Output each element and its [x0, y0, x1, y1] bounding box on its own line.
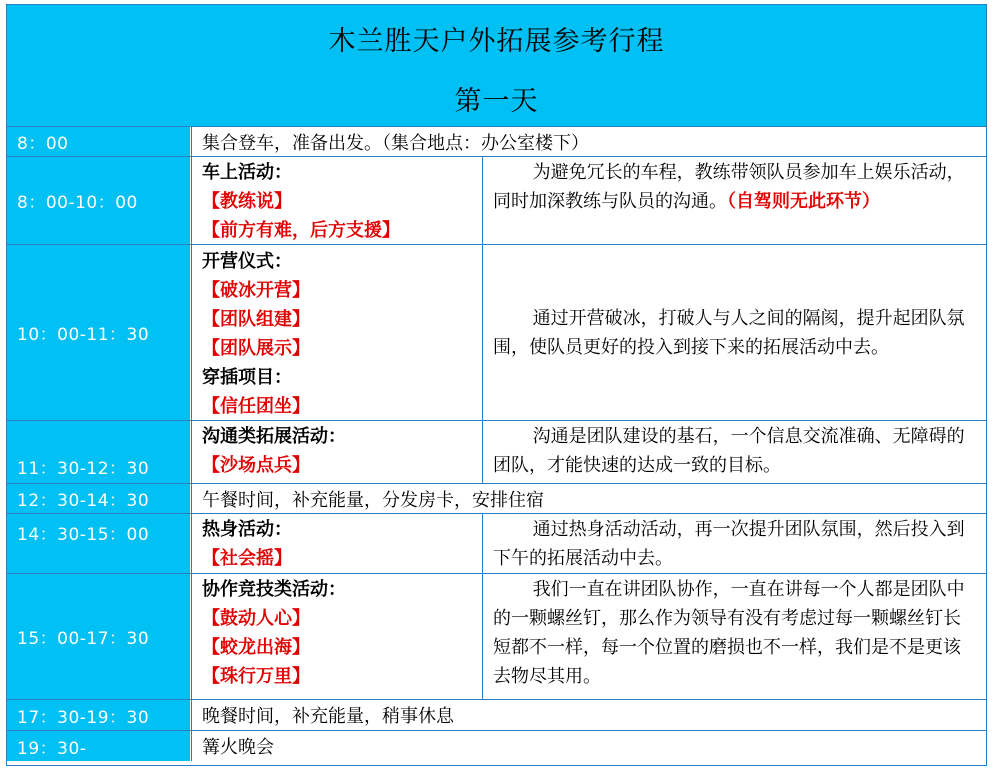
description-cell	[482, 514, 986, 573]
activity-cell	[191, 245, 482, 420]
document-title: 木兰胜天户外拓展参考行程	[328, 26, 665, 57]
note-cell: 篝火晚会	[191, 731, 986, 761]
activity-item: 【破冰开营】	[202, 280, 310, 301]
note-cell: 集合登车，准备出发。（集合地点：办公室楼下）	[191, 127, 986, 156]
description-cell	[482, 157, 986, 244]
table-row	[7, 514, 986, 574]
activity-item: 【前方有难，后方支援】	[202, 220, 400, 241]
activity-heading: 沟通类拓展活动：	[202, 426, 346, 447]
table-row	[7, 245, 986, 421]
activity-cell	[191, 421, 482, 483]
description-text: 为避免冗长的车程，教练带领队员参加车上娱乐活动，同时加深教练与队员的沟通。	[493, 162, 965, 212]
description-cell	[482, 574, 986, 699]
itinerary-table	[6, 4, 987, 766]
note-cell: 晚餐时间，补充能量，稍事休息	[191, 700, 986, 730]
table-row	[7, 421, 986, 484]
schedule-rows	[7, 127, 986, 761]
time-cell: 19：30-	[7, 731, 190, 761]
activity-cell	[191, 514, 482, 573]
time-cell: 8：00-10：00	[7, 157, 190, 244]
activity-item: 【信任团坐】	[202, 396, 310, 417]
activity-item: 【团队展示】	[202, 338, 310, 359]
table-row	[7, 484, 986, 514]
activity-subheading: 穿插项目：	[202, 367, 292, 388]
time-cell: 8：00	[7, 127, 190, 156]
activity-heading: 热身活动：	[202, 519, 292, 540]
activity-item: 【沙场点兵】	[202, 455, 310, 476]
activity-item: 【社会摇】	[202, 548, 292, 569]
table-row	[7, 700, 986, 731]
self-drive-note: （自驾则无此环节）	[727, 191, 880, 212]
description-cell	[482, 421, 986, 483]
description-text: 我们一直在讲团队协作，一直在讲每一个人都是团队中的一颗螺丝钉，那么作为领导有没有考虑过每一颗螺丝钉长短都不一样，每一个位置的磨损也不一样，我们是不是更该去物尽其用。	[493, 579, 965, 687]
time-cell: 10：00-11：30	[7, 245, 190, 420]
activity-cell	[191, 157, 482, 244]
activity-heading: 开营仪式：	[202, 251, 292, 272]
activity-item: 【教练说】	[202, 191, 292, 212]
activity-item: 【鼓动人心】	[202, 608, 310, 629]
table-row	[7, 127, 986, 157]
table-row	[7, 574, 986, 700]
activity-item: 【蛟龙出海】	[202, 637, 310, 658]
description-cell	[482, 245, 986, 420]
activity-cell	[191, 574, 482, 699]
time-cell: 14：30-15：00	[7, 514, 190, 573]
description-text: 通过开营破冰，打破人与人之间的隔阂，提升起团队氛围，使队员更好的投入到接下来的拓展活动中去。	[493, 307, 965, 358]
table-row	[7, 157, 986, 245]
description-text: 通过热身活动活动，再一次提升团队氛围，然后投入到下午的拓展活动中去。	[493, 519, 965, 569]
time-cell: 11：30-12：30	[7, 421, 190, 483]
time-cell: 15：00-17：30	[7, 574, 190, 699]
note-cell: 午餐时间，补充能量，分发房卡，安排住宿	[191, 484, 986, 513]
day-heading: 第一天	[454, 86, 539, 117]
activity-item: 【珠行万里】	[202, 666, 310, 687]
activity-heading: 协作竞技类活动：	[202, 579, 346, 600]
description-text: 沟通是团队建设的基石，一个信息交流准确、无障碍的团队，才能快速的达成一致的目标。	[493, 426, 965, 476]
time-cell: 17：30-19：30	[7, 700, 190, 730]
title-banner	[7, 5, 986, 127]
time-cell: 12：30-14：30	[7, 484, 190, 513]
activity-heading: 车上活动：	[202, 162, 292, 183]
activity-item: 【团队组建】	[202, 309, 310, 330]
table-row	[7, 731, 986, 761]
